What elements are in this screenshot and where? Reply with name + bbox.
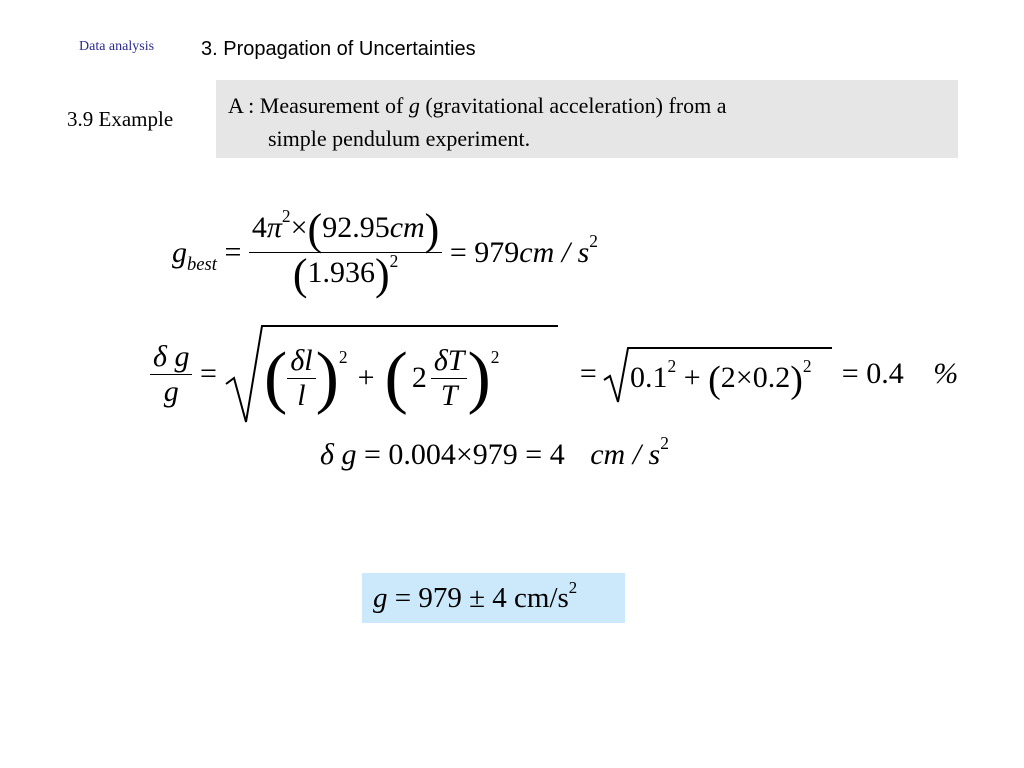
eq2-substitution-radical: $0.1^2 + (2\times 0.2)^2$	[604, 344, 834, 404]
result-variable: g	[373, 582, 388, 614]
section-label: Data analysis	[79, 39, 155, 54]
equation-relative-uncertainty: $\frac{\text{δ g}}{g}$ = ( $\frac{\delta l}{l}$ ) $^2$ + ( 2 $\frac{\delta T}{T}$ ) $^2$ = $0.1^2 + (2\times 0.2)^2$ = 0.4 %	[150, 322, 958, 426]
example-label: 3.9 Example	[67, 107, 174, 131]
problem-line-2: simple pendulum experiment.	[268, 126, 531, 151]
result-exponent: 2	[568, 577, 578, 597]
eq1-fraction	[249, 205, 442, 299]
result-text: = 979 ± 4 cm/s	[387, 582, 569, 614]
eq2-lhs-fraction: $\frac{\text{δ g}}{g}$	[150, 340, 192, 409]
eq1-denominator: $(1.936)^2$	[292, 250, 399, 299]
eq1-numerator: $4\pi^2\times(92.95cm)$	[251, 205, 440, 254]
chapter-title: 3. Propagation of Uncertainties	[201, 38, 476, 60]
eq1-lhs-var: g	[172, 235, 187, 269]
equation-absolute-uncertainty: δ g = 0.004×979 = 4 cm / $s^2$	[320, 433, 669, 471]
eq1-lhs-subscript: best	[187, 253, 217, 275]
eq2-result: = 0.4	[841, 357, 904, 390]
eq2-term1-fraction: $\frac{\delta l}{l}$	[288, 344, 316, 413]
eq1-equals: =	[224, 235, 242, 269]
eq2-radical: ( $\frac{\delta l}{l}$ ) $^2$ + ( 2 $\frac{\delta T}{T}$ ) $^2$	[224, 322, 564, 426]
eq1-result: = $979cm / s^2$	[449, 230, 598, 269]
eq2-equals: =	[199, 357, 217, 390]
problem-variable: g	[408, 93, 420, 118]
final-result-box	[362, 573, 625, 623]
eq2-term2-fraction: $\frac{\delta T}{T}$	[431, 344, 468, 413]
problem-line-1: A : Measurement of g (gravitational acceleration) from a	[228, 93, 727, 118]
eq2-percent: %	[933, 357, 959, 390]
problem-statement-box	[216, 80, 958, 158]
equation-g-best	[172, 205, 598, 299]
